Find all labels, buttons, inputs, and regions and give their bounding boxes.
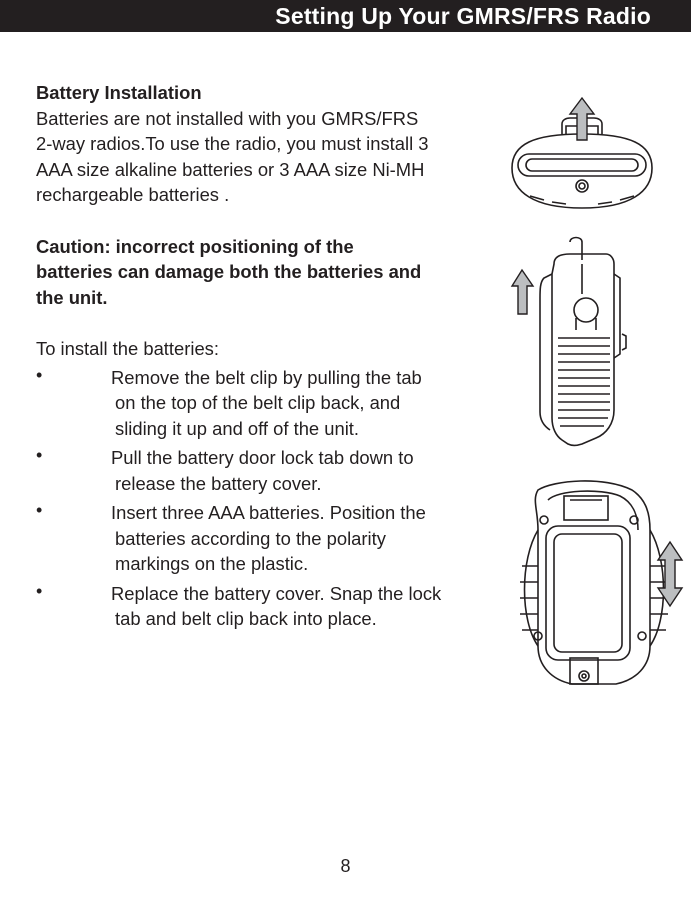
step-line: sliding it up and off of the unit.	[115, 417, 360, 439]
list-item	[36, 500, 486, 577]
intro-line: Batteries are not installed with you GMRS/FRS	[36, 107, 419, 129]
caution-line: batteries can damage both the batteries and	[36, 261, 422, 282]
intro-line: rechargeable batteries .	[36, 184, 230, 205]
step-line: release the battery cover.	[115, 472, 322, 494]
battery-installation-section	[36, 80, 486, 632]
page-title: Setting Up Your GMRS/FRS Radio	[275, 3, 651, 29]
intro-line: 2-way radios.To use the radio, you must install 3	[36, 133, 429, 154]
step-line: Pull the battery door lock tab down to	[111, 447, 414, 468]
step-line: batteries according to the polarity	[115, 527, 386, 549]
header-bar	[0, 0, 691, 32]
bullet: •	[36, 445, 43, 465]
steps-intro: To install the batteries:	[36, 338, 219, 359]
bullet: •	[36, 500, 43, 520]
double-arrow-icon	[658, 542, 682, 606]
spacer	[36, 310, 486, 336]
list-item	[36, 365, 486, 442]
section-heading: Battery Installation	[36, 82, 202, 103]
radio-back-view-illustration	[508, 470, 686, 690]
step-line: Insert three AAA batteries. Position the	[111, 502, 426, 523]
step-line: Remove the belt clip by pulling the tab	[111, 366, 422, 388]
bullet: •	[36, 580, 43, 601]
radio-side-view-illustration	[510, 234, 632, 452]
list-item	[36, 581, 486, 632]
bullet: •	[36, 364, 43, 385]
step-line: markings on the plastic.	[115, 553, 309, 574]
step-line: on the top of the belt clip back, and	[115, 392, 401, 413]
caution-line: Caution: incorrect positioning of the	[36, 235, 354, 257]
steps-list	[36, 365, 486, 632]
list-item	[36, 445, 486, 496]
step-line: tab and belt clip back into place.	[115, 608, 377, 629]
spacer	[36, 208, 486, 234]
intro-line: AAA size alkaline batteries or 3 AAA size Ni-MH	[36, 158, 425, 180]
radio-top-view-illustration	[504, 96, 660, 216]
caution-line: the unit.	[36, 286, 108, 308]
step-line: Replace the battery cover. Snap the lock	[111, 582, 442, 604]
page-number: 8	[340, 856, 351, 876]
arrow-up-icon	[512, 270, 533, 314]
